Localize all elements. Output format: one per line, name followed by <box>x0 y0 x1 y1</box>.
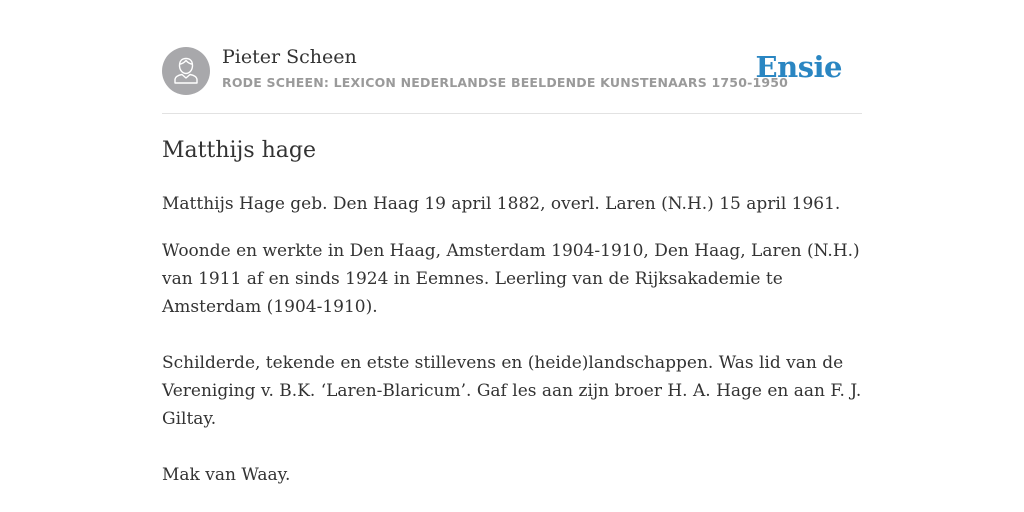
article-paragraph: Schilderde, tekende en etste stillevens en (heide)landschappen. Was lid van de Vereniging v. B.K. ‘Laren-Blaricum’. Gaf les aan zijn broer H. A. Hage en aan F. J. Giltay. <box>162 353 862 429</box>
page-title: Matthijs hage <box>162 138 317 163</box>
header-divider <box>162 113 862 114</box>
entry-header <box>162 46 862 96</box>
ensie-logo[interactable]: Ensie <box>755 50 842 84</box>
article-paragraph: Woonde en werkte in Den Haag, Amsterdam 1904-1910, Den Haag, Laren (N.H.) van 1911 af en sinds 1924 in Eemnes. Leerling van de Rijksakademie te Amsterdam (1904-1910). <box>162 241 860 317</box>
article-paragraph: Mak van Waay. <box>162 465 291 485</box>
article-body <box>162 190 862 489</box>
source-title[interactable]: RODE SCHEEN: LEXICON NEDERLANDSE BEELDENDE KUNSTENAARS 1750-1950 <box>222 75 789 90</box>
author-avatar[interactable] <box>162 47 210 95</box>
author-name[interactable]: Pieter Scheen <box>222 46 357 68</box>
user-icon <box>162 47 210 95</box>
article-paragraph: Matthijs Hage geb. Den Haag 19 april 1882, overl. Laren (N.H.) 15 april 1961. <box>162 194 841 214</box>
